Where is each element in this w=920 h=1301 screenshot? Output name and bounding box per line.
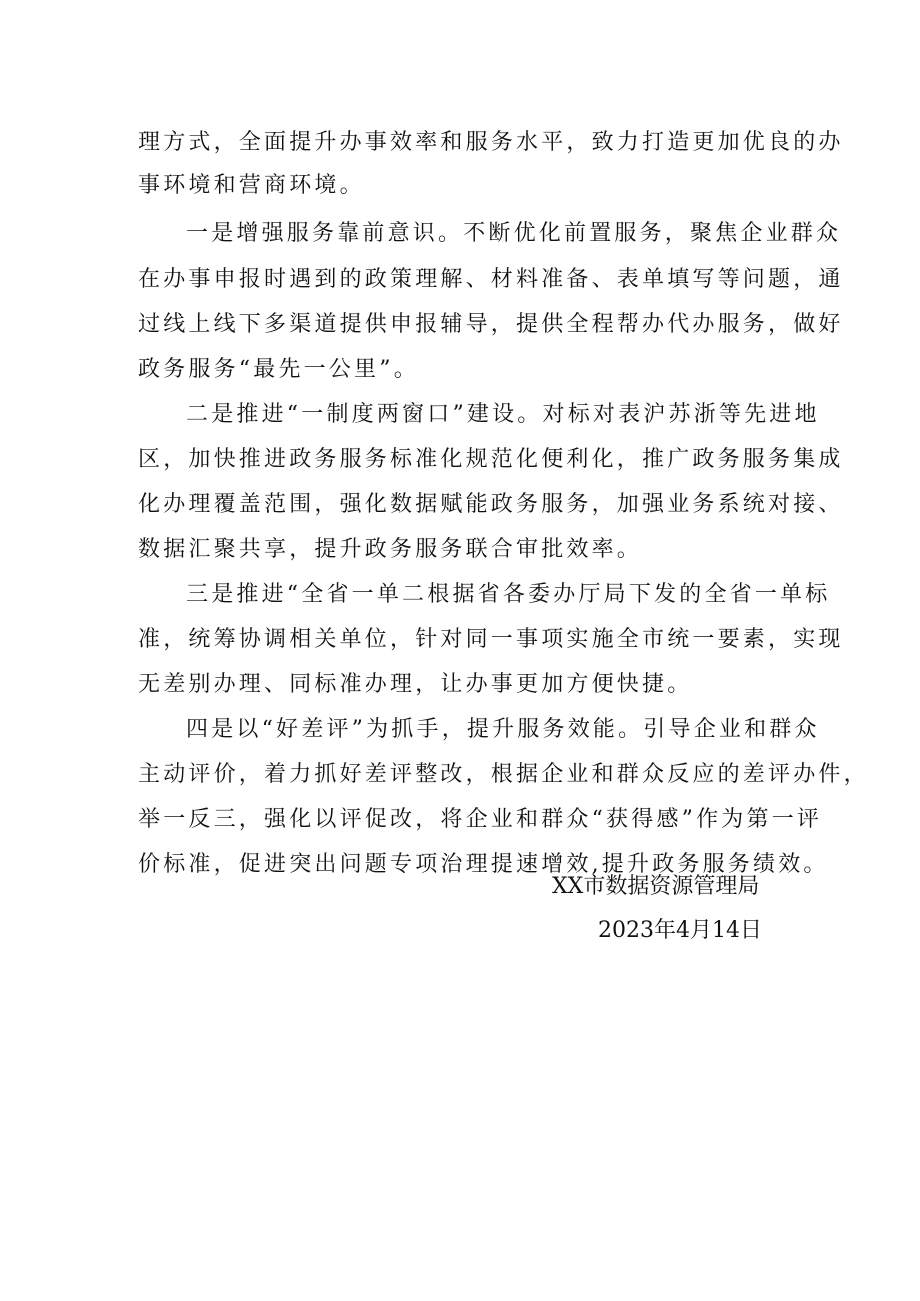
signature-date: 2023年4月14日 [598, 918, 762, 943]
signature-organization: XX市数据资源管理局 [552, 874, 760, 899]
body-text-line: 二是推进“一制度两窗口”建设。对标对表沪苏浙等先进地 [186, 402, 820, 427]
body-text-line: 举一反三，强化以评促改，将企业和群众“获得感”作为第一评 [138, 807, 823, 832]
body-text-line: 价标准，促进突出问题专项治理提速增效,提升政务服务绩效。 [138, 852, 829, 877]
body-text-line: 在办事申报时遇到的政策理解、材料准备、表单填写等问题，通 [138, 267, 844, 292]
body-text-line: 无差别办理、同标准办理，让办事更加方便快捷。 [138, 672, 693, 697]
body-text-line: 数据汇聚共享，提升政务服务联合审批效率。 [138, 537, 643, 562]
body-text-line: 准，统筹协调相关单位，针对同一事项实施全市统一要素，实现 [138, 627, 844, 652]
body-text-line: 理方式，全面提升办事效率和服务水平，致力打造更加优良的办 [138, 130, 844, 155]
body-text-line: 主动评价，着力抓好差评整改，根据企业和群众反应的差评办件， [138, 762, 869, 787]
body-text-line: 一是增强服务靠前意识。不断优化前置服务，聚焦企业群众 [186, 221, 842, 246]
body-text-line: 过线上线下多渠道提供申报辅导，提供全程帮办代办服务，做好 [138, 312, 844, 337]
body-text-line: 化办理覆盖范围，强化数据赋能政务服务，加强业务系统对接、 [138, 492, 844, 517]
body-text-line: 三是推进“全省一单二根据省各委办厅局下发的全省一单标 [186, 582, 831, 607]
body-text-line: 区，加快推进政务服务标准化规范化便利化，推广政务服务集成 [138, 447, 844, 472]
body-text-line: 事环境和营商环境。 [138, 173, 365, 198]
body-text-line: 政务服务“最先一公里”。 [138, 357, 419, 382]
body-text-line: 四是以“好差评”为抓手，提升服务效能。引导企业和群众 [186, 717, 820, 742]
